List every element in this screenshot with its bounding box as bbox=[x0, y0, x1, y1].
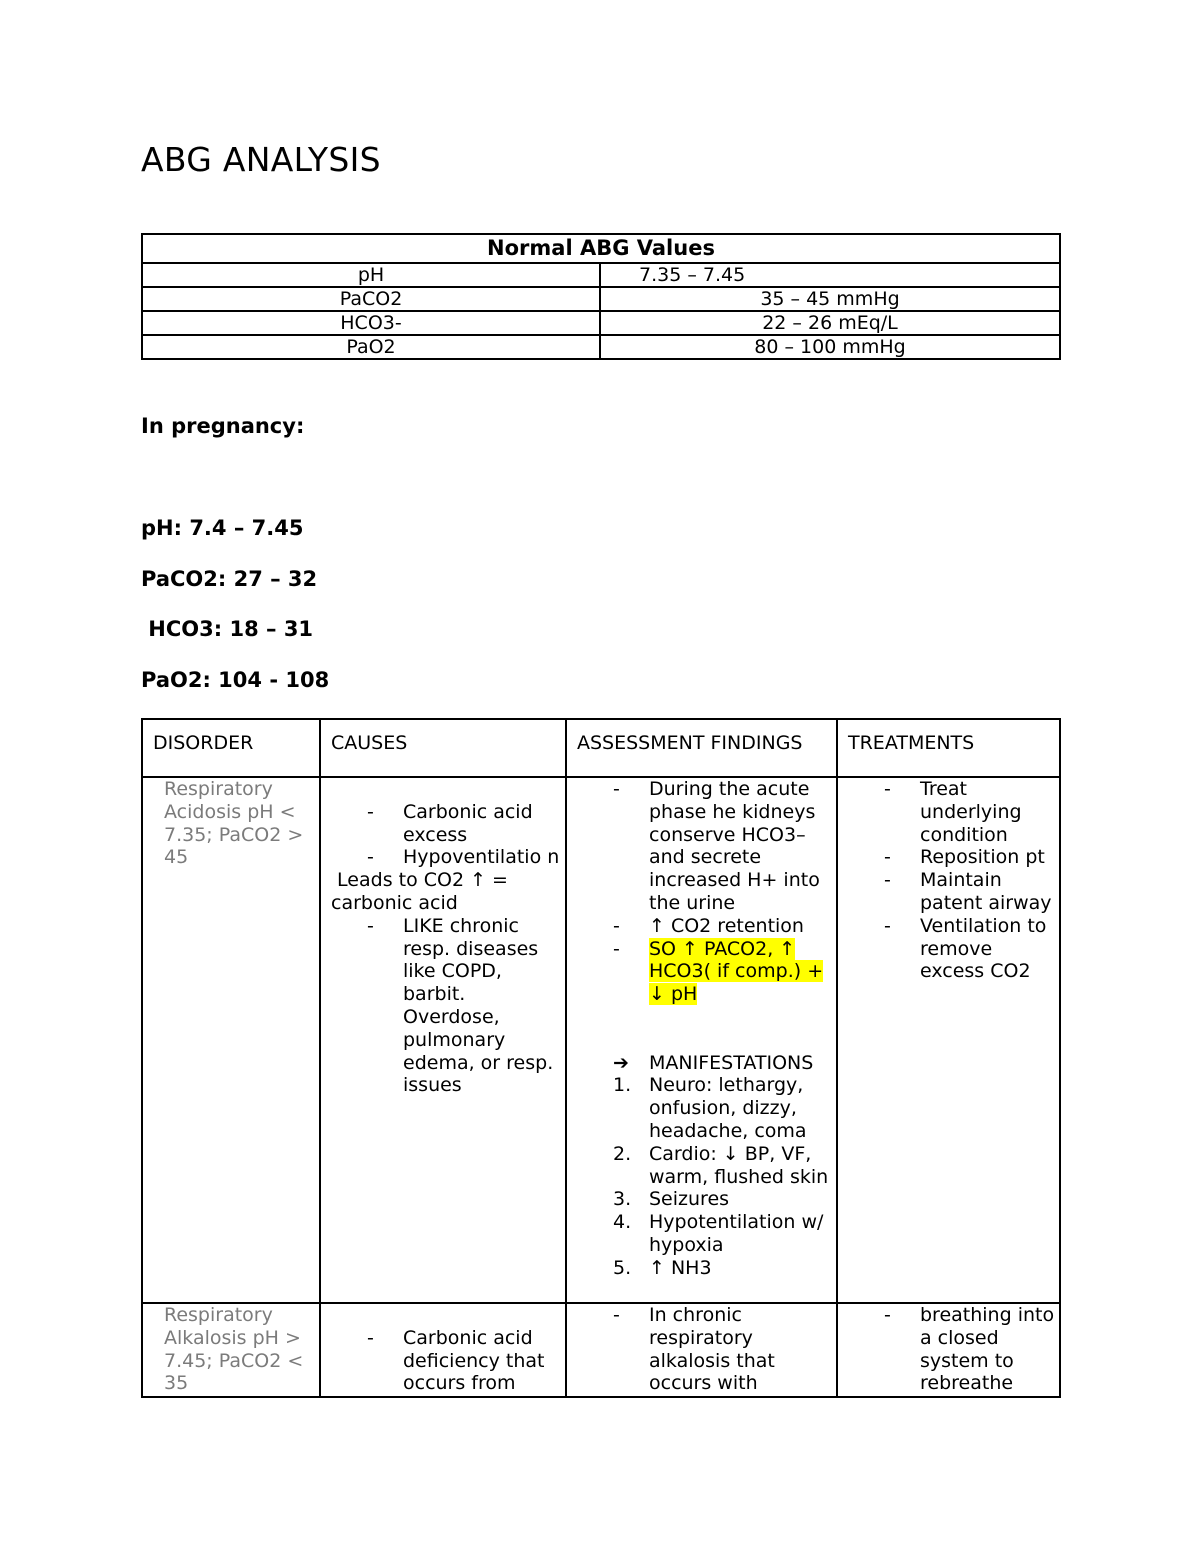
list-item: - Ventilation to remove excess CO2 bbox=[884, 914, 1047, 983]
treatments-list bbox=[848, 1304, 1059, 1395]
table-row bbox=[142, 263, 1060, 287]
list-item: - Treat underlying condition bbox=[884, 778, 1022, 846]
assessment-cell bbox=[566, 1303, 837, 1397]
list-item: 3. Seizures bbox=[613, 1188, 730, 1211]
causes-cell bbox=[320, 777, 566, 1303]
table-row bbox=[142, 287, 1060, 311]
list-item: - Carbonic acid deficiency that occurs from bbox=[367, 1326, 545, 1395]
param-label: pH bbox=[142, 263, 600, 287]
table-row bbox=[142, 1303, 1060, 1397]
disorder-cell: Respiratory Alkalosis pH > 7.45; PaCO2 < 35 bbox=[142, 1303, 320, 1397]
pregnancy-value: HCO3: 18 – 31 bbox=[141, 617, 314, 641]
pregnancy-heading: In pregnancy: bbox=[141, 414, 305, 438]
assessment-cell bbox=[566, 777, 837, 1303]
list-item: - Carbonic acid excess bbox=[367, 800, 533, 846]
normal-abg-heading: Normal ABG Values bbox=[142, 234, 1060, 263]
param-label: PaCO2 bbox=[142, 287, 600, 311]
disorder-cell: Respiratory Acidosis pH < 7.35; PaCO2 > 45 bbox=[142, 777, 320, 1303]
table-header-row bbox=[142, 719, 1060, 777]
page-title: ABG ANALYSIS bbox=[141, 140, 381, 179]
pregnancy-value: PaO2: 104 - 108 bbox=[141, 668, 330, 692]
list-item: 2. Cardio: ↓ BP, VF, warm, flushed skin bbox=[613, 1142, 829, 1188]
param-label: PaO2 bbox=[142, 335, 600, 359]
causes-list bbox=[331, 915, 565, 1097]
column-header: ASSESSMENT FINDINGS bbox=[566, 719, 837, 777]
list-item: 1. Neuro: lethargy, onfusion, dizzy, headache, coma bbox=[613, 1074, 807, 1142]
list-item: - Hypoventilatio n bbox=[367, 846, 560, 869]
list-item: 5. ↑ NH3 bbox=[613, 1256, 712, 1279]
param-label: HCO3- bbox=[142, 311, 600, 335]
causes-list bbox=[331, 801, 565, 869]
table-row bbox=[142, 335, 1060, 359]
list-item: - During the acute phase he kidneys conserve HCO3– and secrete increased H+ into the urine bbox=[613, 778, 820, 914]
assessment-list bbox=[577, 1304, 836, 1395]
pregnancy-value: pH: 7.4 – 7.45 bbox=[141, 516, 304, 540]
column-header: DISORDER bbox=[142, 719, 320, 777]
assessment-list bbox=[577, 778, 836, 1006]
table-row bbox=[142, 311, 1060, 335]
treatments-cell bbox=[837, 777, 1060, 1303]
treatments-list bbox=[848, 778, 1059, 983]
list-item: - LIKE chronic resp. diseases like COPD, barbit. Overdose, pulmonary edema, or resp. issues bbox=[367, 914, 554, 1097]
manifestations-list bbox=[577, 1074, 836, 1279]
list-item: - Maintain patent airway bbox=[884, 869, 1052, 914]
list-item: 4. Hypotentilation w/ hypoxia bbox=[613, 1211, 824, 1256]
param-value: 80 – 100 mmHg bbox=[600, 335, 1060, 359]
disorder-table bbox=[141, 718, 1061, 1398]
treatments-cell bbox=[837, 1303, 1060, 1397]
normal-abg-table bbox=[141, 233, 1061, 360]
list-item: - ↑ CO2 retention bbox=[613, 914, 804, 937]
pregnancy-value: PaCO2: 27 – 32 bbox=[141, 567, 318, 591]
param-value: 22 – 26 mEq/L bbox=[600, 311, 1060, 335]
arrow-icon: ➔ bbox=[613, 1051, 629, 1074]
list-item: - breathing into a closed system to rebreathe bbox=[884, 1304, 1055, 1395]
column-header: TREATMENTS bbox=[837, 719, 1060, 777]
causes-cell bbox=[320, 1303, 566, 1397]
list-item: - In chronic respiratory alkalosis that occurs with bbox=[613, 1304, 775, 1395]
param-value: 7.35 – 7.45 bbox=[600, 263, 1060, 287]
param-value: 35 – 45 mmHg bbox=[600, 287, 1060, 311]
causes-note: Leads to CO2 ↑ = carbonic acid bbox=[331, 869, 515, 914]
highlighted-text: SO ↑ PACO2, ↑ HCO3( if comp.) + ↓ pH bbox=[649, 937, 824, 1006]
causes-list bbox=[331, 1327, 565, 1395]
manifestations-heading: ➔ MANIFESTATIONS bbox=[613, 1051, 814, 1074]
list-item: - SO ↑ PACO2, ↑ HCO3( if comp.) + ↓ pH bbox=[613, 937, 824, 1006]
list-item: - Reposition pt bbox=[884, 846, 1045, 869]
table-row bbox=[142, 777, 1060, 1303]
column-header: CAUSES bbox=[320, 719, 566, 777]
